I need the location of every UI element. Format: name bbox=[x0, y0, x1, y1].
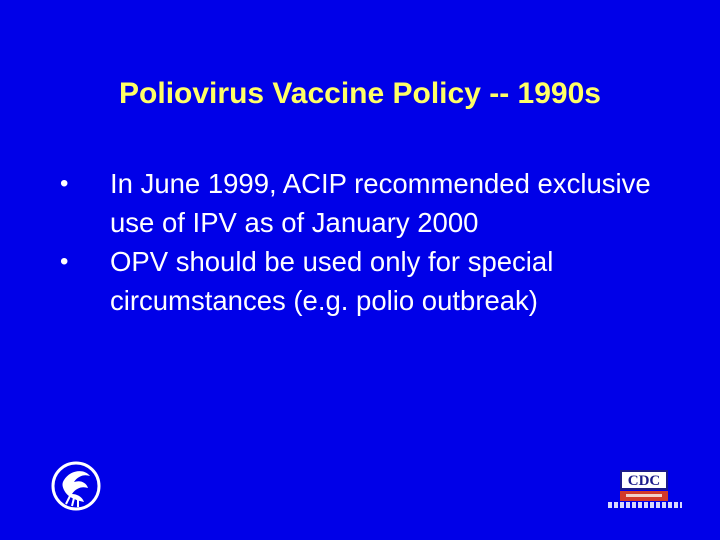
cdc-wordmark-box bbox=[620, 470, 668, 490]
bullet-text: In June 1999, ACIP recommended exclusive use of IPV as of January 2000 bbox=[110, 168, 651, 238]
cdc-tagline bbox=[608, 502, 682, 508]
slide-title: Poliovirus Vaccine Policy -- 1990s bbox=[119, 77, 601, 110]
cdc-wordmark: CDC bbox=[627, 473, 661, 489]
cdc-logo-icon bbox=[608, 470, 682, 512]
cdc-red-band bbox=[620, 491, 668, 501]
hhs-eagle-icon bbox=[50, 460, 102, 512]
bullet-marker: • bbox=[60, 170, 69, 197]
bullet-item bbox=[55, 164, 675, 242]
bullet-list bbox=[55, 164, 675, 320]
bullet-text: OPV should be used only for special circumstances (e.g. polio outbreak) bbox=[110, 246, 554, 316]
bullet-marker: • bbox=[60, 248, 69, 275]
bullet-item bbox=[55, 242, 675, 320]
